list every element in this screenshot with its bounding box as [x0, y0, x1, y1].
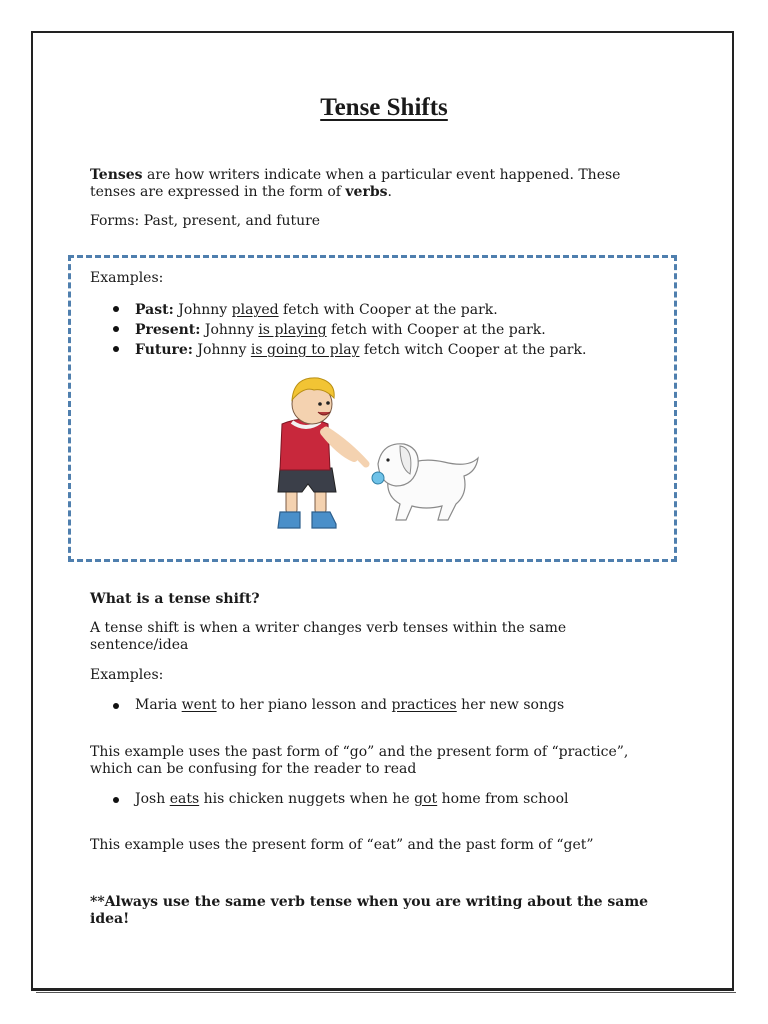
list-item [90, 697, 670, 714]
sentence-middle: to her piano lesson and [216, 697, 392, 713]
term-verbs: verbs [345, 184, 388, 200]
boy-and-dog-illustration [260, 372, 500, 537]
sentence-end: fetch witch Cooper at the park. [359, 342, 587, 358]
sentence-start: Johnny [200, 322, 259, 338]
intro-paragraph [90, 167, 660, 201]
sentence-end: fetch with Cooper at the park. [326, 322, 546, 338]
rule-reminder: **Always use the same verb tense when you are writing about the same idea! [90, 894, 649, 927]
intro-line-2: tenses are expressed in the form of [90, 184, 346, 200]
title-text: Tense Shifts [320, 94, 448, 121]
list-item [90, 300, 670, 320]
shoe-left [278, 512, 300, 528]
verb-underlined: practices [391, 697, 457, 713]
tense-label: Future: [135, 342, 193, 358]
dog-figure [372, 444, 478, 520]
explanation-2: This example uses the present form of “eat” and the past form of “get” [90, 837, 594, 853]
boy-figure [278, 378, 366, 528]
sentence-start: Johnny [192, 342, 251, 358]
intro-period: . [387, 184, 392, 200]
page-title [0, 94, 768, 122]
shoe-right [312, 512, 336, 528]
tense-examples-list [90, 300, 670, 360]
sentence-start: Johnny [173, 302, 232, 318]
verb-underlined: eats [169, 791, 200, 807]
sentence-start: Maria [135, 697, 182, 713]
intro-line-1: are how writers indicate when a particular event happened. These [142, 167, 621, 183]
sentence-middle: his chicken nuggets when he [199, 791, 415, 807]
shift-example-list-1 [90, 697, 670, 714]
sentence-end: fetch with Cooper at the park. [278, 302, 498, 318]
verb-underlined: got [414, 791, 438, 807]
verb-underlined: is playing [258, 322, 327, 338]
ball [372, 472, 384, 484]
list-item [90, 320, 670, 340]
sentence-start: Josh [135, 791, 170, 807]
verb-underlined: went [181, 697, 217, 713]
list-item [90, 791, 670, 808]
examples-box-label: Examples: [90, 270, 164, 286]
shift-examples-label: Examples: [90, 667, 164, 683]
shorts [278, 468, 336, 492]
tense-label: Present: [135, 322, 201, 338]
list-item [90, 340, 670, 360]
shift-example-list-2 [90, 791, 670, 808]
tense-shift-heading: What is a tense shift? [90, 591, 260, 607]
verb-underlined: played [231, 302, 279, 318]
tense-shift-definition: A tense shift is when a writer changes verb tenses within the same sentence/idea [90, 620, 567, 653]
tense-label: Past: [135, 302, 174, 318]
sentence-end: her new songs [456, 697, 565, 713]
term-tenses: Tenses [90, 167, 143, 183]
explanation-1: This example uses the past form of “go” and the present form of “practice”, which can be confusing for the reader to read [90, 744, 629, 777]
verb-underlined: is going to play [250, 342, 360, 358]
forms-line: Forms: Past, present, and future [90, 213, 321, 229]
sentence-end: home from school [437, 791, 569, 807]
